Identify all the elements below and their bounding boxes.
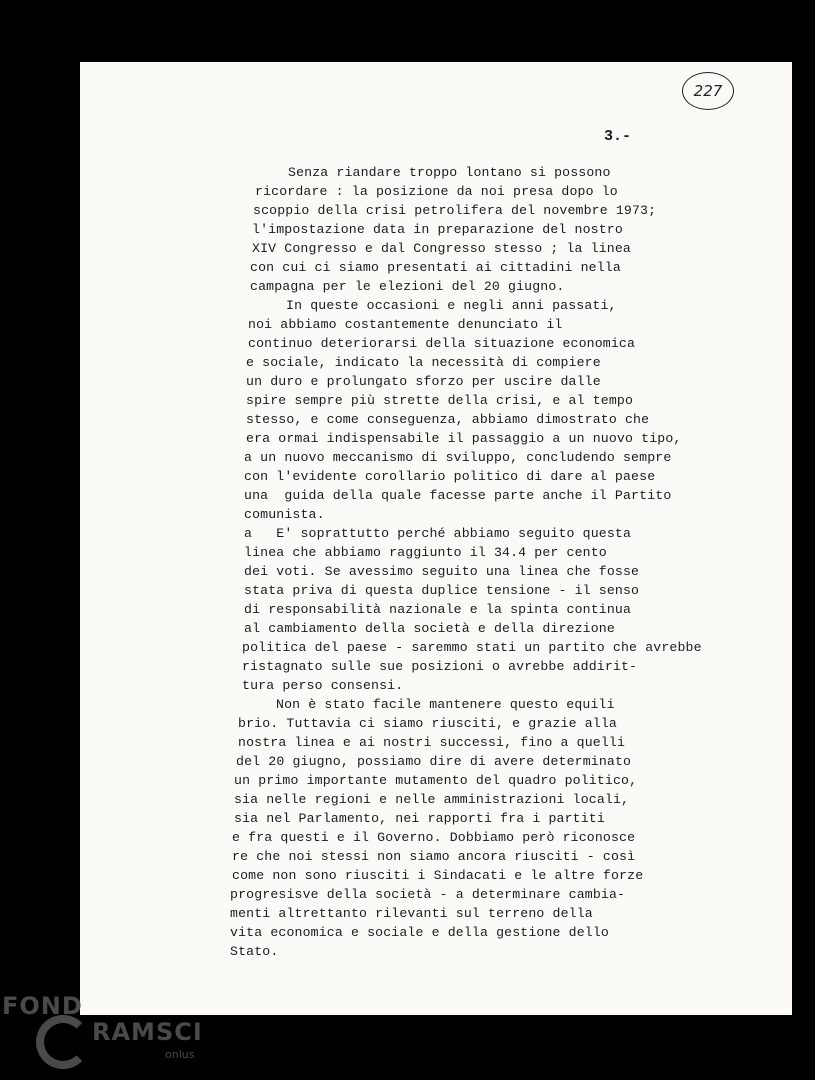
text-line: brio. Tuttavia ci siamo riusciti, e grazie alla [238, 716, 617, 731]
text-line: stesso, e come conseguenza, abbiamo dimostrato che [246, 412, 650, 427]
text-line: con l'evidente corollario politico di dare al paese [244, 469, 656, 484]
text-line: come non sono riusciti i Sindacati e le altre forze [232, 868, 644, 883]
text-line: sia nel Parlamento, nei rapporti fra i partiti [234, 811, 605, 826]
text-line: Senza riandare troppo lontano si possono [288, 165, 611, 180]
text-line: re che noi stessi non siamo ancora riusciti - così [232, 849, 636, 864]
text-line: spire sempre più strette della crisi, e al tempo [246, 393, 634, 408]
text-line: sia nelle regioni e nelle amministrazioni locali, [234, 792, 630, 807]
text-line: tura perso consensi. [242, 678, 404, 693]
text-line: l'impostazione data in preparazione del nostro [252, 222, 623, 237]
text-line: ricordare : la posizione da noi presa dopo lo [255, 184, 618, 199]
text-line: progresisve della società - a determinare cambia- [230, 887, 626, 902]
watermark-text-fond: FOND [2, 992, 83, 1020]
text-line: continuo deteriorarsi della situazione economica [248, 336, 636, 351]
text-line: dei voti. Se avessimo seguito una linea che fosse [244, 564, 640, 579]
text-line: una guida della quale facesse parte anche il Partito [244, 488, 672, 503]
watermark-g-logo-icon [36, 1015, 90, 1069]
text-line: noi abbiamo costantemente denunciato il [248, 317, 563, 332]
text-line: era ormai indispensabile il passaggio a un nuovo tipo, [246, 431, 682, 446]
text-line: a un nuovo meccanismo di sviluppo, concludendo sempre [244, 450, 672, 465]
text-line: XIV Congresso e dal Congresso stesso ; la linea [252, 241, 631, 256]
archive-number: 227 [693, 82, 723, 100]
text-line: e fra questi e il Governo. Dobbiamo però riconosce [232, 830, 636, 845]
text-line: nostra linea e ai nostri successi, fino a quelli [238, 735, 626, 750]
text-line: menti altrettanto rilevanti sul terreno della [230, 906, 593, 921]
watermark-text-gramsci: RAMSCI [92, 1018, 203, 1046]
text-line: Stato. [230, 944, 279, 959]
archive-number-stamp [682, 72, 734, 110]
text-line: comunista. [244, 507, 325, 522]
text-line: Non è stato facile mantenere questo equili [276, 697, 615, 712]
text-line: un duro e prolungato sforzo per uscire dalle [246, 374, 601, 389]
fondazione-gramsci-watermark [0, 990, 215, 1080]
text-line: ristagnato sulle sue posizioni o avrebbe addirit- [242, 659, 638, 674]
text-line: di responsabilità nazionale e la spinta continua [244, 602, 632, 617]
text-line: campagna per le elezioni del 20 giugno. [250, 279, 565, 294]
text-line: con cui ci siamo presentati ai cittadini nella [250, 260, 621, 275]
watermark-text-onlus: onlus [165, 1048, 195, 1061]
page-number: 3.- [604, 128, 632, 145]
text-line: un primo importante mutamento del quadro politico, [234, 773, 638, 788]
text-line: stata priva di questa duplice tensione - il senso [244, 583, 640, 598]
text-line: e sociale, indicato la necessità di compiere [246, 355, 601, 370]
text-line: politica del paese - saremmo stati un partito che avrebbe [242, 640, 702, 655]
text-line: al cambiamento della società e della direzione [244, 621, 615, 636]
text-line: del 20 giugno, possiamo dire di avere determinato [236, 754, 632, 769]
text-line: linea che abbiamo raggiunto il 34.4 per cento [244, 545, 607, 560]
text-line: a E' soprattutto perché abbiamo seguito questa [244, 526, 632, 541]
text-line: In queste occasioni e negli anni passati, [286, 298, 617, 313]
text-line: scoppio della crisi petrolifera del novembre 1973; [253, 203, 657, 218]
text-line: vita economica e sociale e della gestione dello [230, 925, 609, 940]
